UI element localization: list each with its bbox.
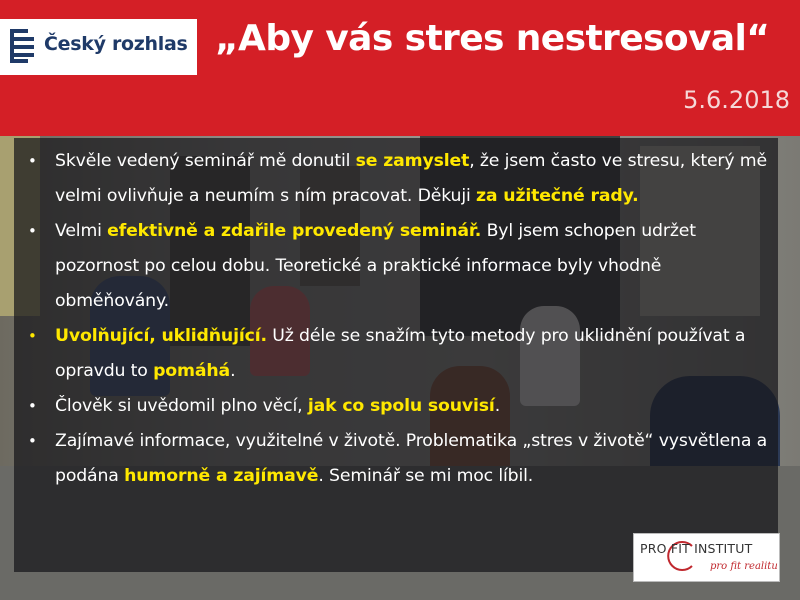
- testimonial-item: [28, 214, 776, 319]
- logo-text: Český rozhlas: [44, 33, 188, 55]
- text-run: Člověk si uvědomil plno věcí,: [55, 396, 308, 416]
- testimonial-item: [28, 319, 776, 389]
- highlight-text: Uvolňující, uklidňující.: [55, 326, 267, 346]
- highlight-text: za užitečné rady.: [476, 186, 639, 206]
- cesky-rozhlas-logo: [0, 19, 197, 75]
- pro-fit-institut-tagline: pro fit realitu: [710, 561, 778, 572]
- pro-fit-institut-text: PRO FIT INSTITUT: [640, 541, 753, 556]
- text-run: Skvěle vedený seminář mě donutil: [55, 151, 356, 171]
- highlight-text: efektivně a zdařile provedený seminář.: [107, 221, 482, 241]
- text-run: Byl jsem schopen udržet pozornost po celou dobu. Teoretické a praktické informace byly vhodně obměňovány.: [55, 221, 696, 311]
- pro-fit-institut-logo: [633, 533, 780, 582]
- testimonial-item: [28, 144, 776, 214]
- text-run: .: [494, 396, 501, 416]
- testimonial-item: [28, 389, 776, 424]
- text-run: , že jsem často ve stresu, který mě velmi ovlivňuje a neumím s ním pracovat. Děkuji: [55, 151, 767, 206]
- testimonial-list: [28, 144, 776, 494]
- cesky-rozhlas-mark-icon: [10, 29, 34, 63]
- text-run: .: [230, 361, 236, 381]
- highlight-text: humorně a zajímavě: [124, 466, 319, 486]
- text-run: Velmi: [55, 221, 108, 241]
- highlight-text: pomáhá: [153, 361, 231, 381]
- text-run: Už déle se snažím tyto metody pro uklidnění používat a opravdu to: [55, 326, 746, 381]
- text-run: Zajímavé informace, využitelné v životě. Problematika „stres v životě“ vysvětlena a podána: [55, 431, 768, 486]
- highlight-text: se zamyslet: [355, 151, 470, 171]
- text-run: . Seminář se mi moc líbil.: [318, 466, 534, 486]
- highlight-text: jak co spolu souvisí: [307, 396, 495, 416]
- testimonial-item: [28, 424, 776, 494]
- header-bar: [0, 0, 800, 136]
- slide-title: „Aby vás stres nestresoval“: [215, 18, 770, 59]
- slide-date: 5.6.2018: [683, 86, 790, 114]
